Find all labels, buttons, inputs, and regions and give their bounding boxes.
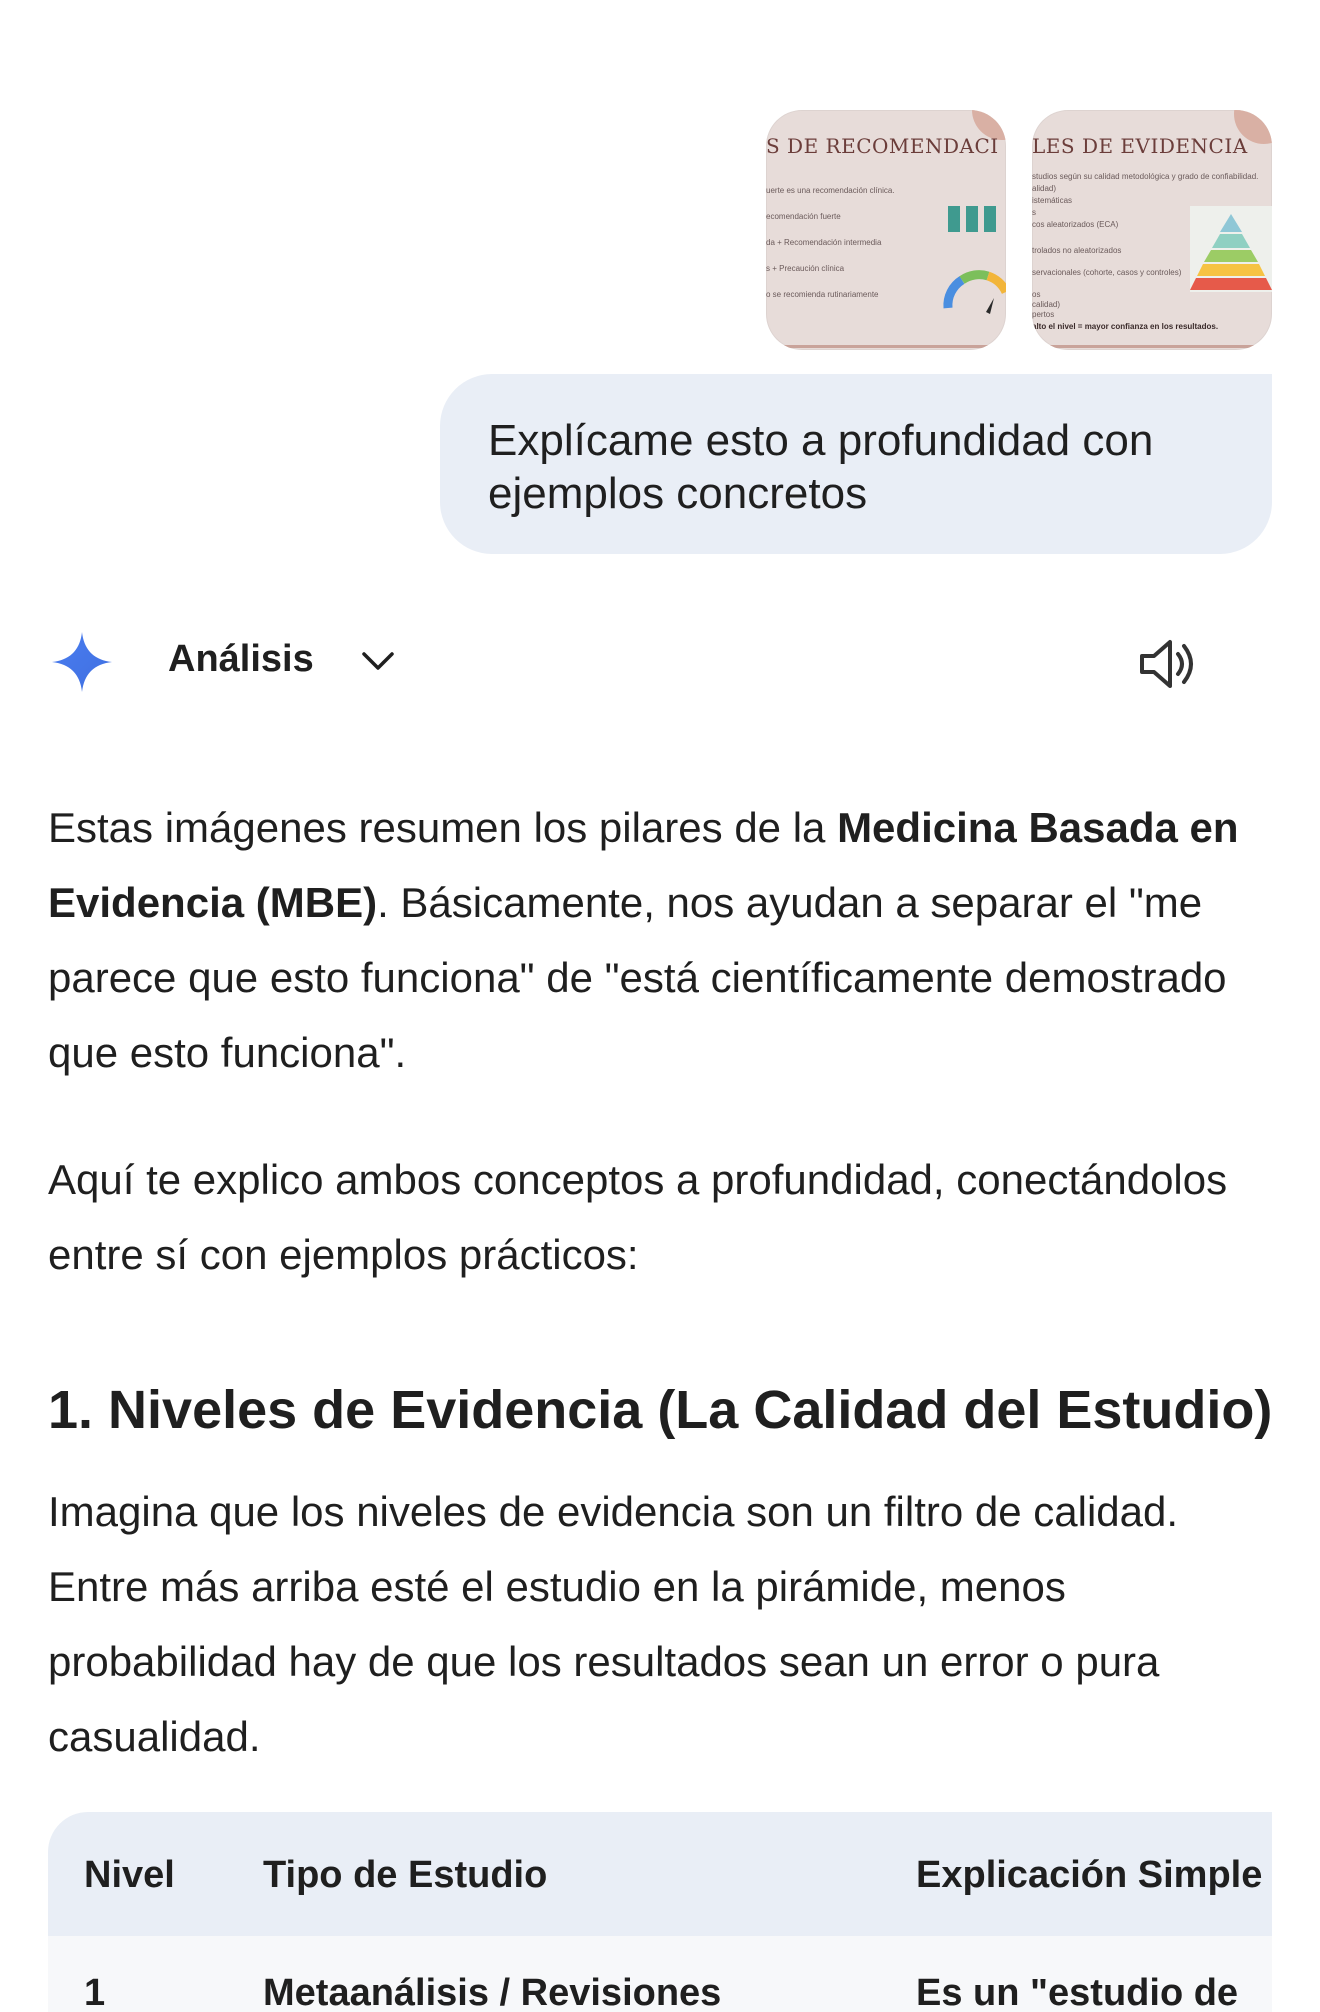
gemini-sparkle-icon	[50, 630, 114, 694]
table-header-cell: Tipo de Estudio	[263, 1854, 548, 1896]
slide-line: trolados no aleatorizados	[1032, 246, 1122, 255]
table-row	[48, 1936, 1272, 2012]
user-message-bubble	[440, 374, 1272, 554]
table-header-cell: Nivel	[84, 1854, 175, 1896]
table-cell: Metaanálisis / Revisiones	[263, 1972, 722, 2012]
slide-line: alidad)	[1032, 184, 1057, 193]
table-header-row	[48, 1812, 1272, 1936]
table-header-cell: Explicación Simple	[916, 1854, 1263, 1896]
speaker-icon[interactable]	[1136, 634, 1200, 694]
text-span: . Básicamente, nos ayudan a separar el "me parece que esto funciona" de "está científicamente demostrado que esto funciona".	[48, 879, 1227, 1076]
slide-line: uerte es una recomendación clínica.	[766, 186, 895, 195]
slide-line: da + Recomendación intermedia	[766, 238, 882, 247]
slide-line: cos aleatorizados (ECA)	[1032, 220, 1119, 229]
table-cell: 1	[84, 1972, 106, 2012]
attachment-thumbnail-recomendacion[interactable]	[766, 110, 1006, 350]
bold-term: Medicina Basada en Evidencia (MBE)	[48, 804, 1239, 926]
slide-line: alto el nivel = mayor confianza en los resultados.	[1032, 322, 1219, 331]
slide-line: servacionales (cohorte, casos y controles)	[1032, 268, 1182, 277]
slide-title: LES DE EVIDENCIA	[1032, 134, 1248, 158]
section-heading: 1. Niveles de Evidencia (La Calidad del Estudio)	[48, 1380, 1273, 1440]
bar-graphic-icon	[948, 206, 1006, 232]
slide-line: o se recomienda rutinariamente	[766, 290, 879, 299]
evidence-table	[48, 1812, 1272, 2012]
slide-line: pertos	[1032, 310, 1055, 319]
response-paragraph	[48, 790, 1278, 1090]
slide-line: os	[1032, 290, 1041, 299]
slide-line: studios según su calidad metodológica y grado de confiabilidad.	[1032, 172, 1259, 181]
table-cell: Es un "estudio de	[916, 1972, 1239, 2012]
gauge-icon	[942, 246, 1006, 316]
slide-bottom-line	[766, 345, 1006, 348]
slide-line: s + Precaución clínica	[766, 264, 845, 273]
analysis-toggle-label[interactable]: Análisis	[168, 638, 314, 680]
evidence-pyramid-icon	[1190, 206, 1272, 292]
text-span: Estas imágenes resumen los pilares de la	[48, 804, 838, 851]
attachment-thumbnail-evidencia[interactable]	[1032, 110, 1272, 350]
slide-title: S DE RECOMENDACI	[766, 134, 999, 158]
response-paragraph: Aquí te explico ambos conceptos a profundidad, conectándolos entre sí con ejemplos prácticos:	[48, 1156, 1228, 1278]
chevron-down-icon[interactable]	[360, 646, 396, 676]
response-header	[0, 620, 1320, 700]
slide-line: istemáticas	[1032, 196, 1073, 205]
slide-bottom-line	[1032, 345, 1272, 348]
slide-line: s	[1032, 208, 1036, 217]
slide-line: ecomendación fuerte	[766, 212, 841, 221]
user-message-text: Explícame esto a profundidad con ejemplos concretos	[488, 416, 1154, 518]
slide-line: calidad)	[1032, 300, 1061, 309]
response-paragraph: Imagina que los niveles de evidencia son un filtro de calidad. Entre más arriba esté el estudio en la pirámide, menos probabilidad hay de que los resultados sean un error o pura casualidad.	[48, 1488, 1179, 1760]
